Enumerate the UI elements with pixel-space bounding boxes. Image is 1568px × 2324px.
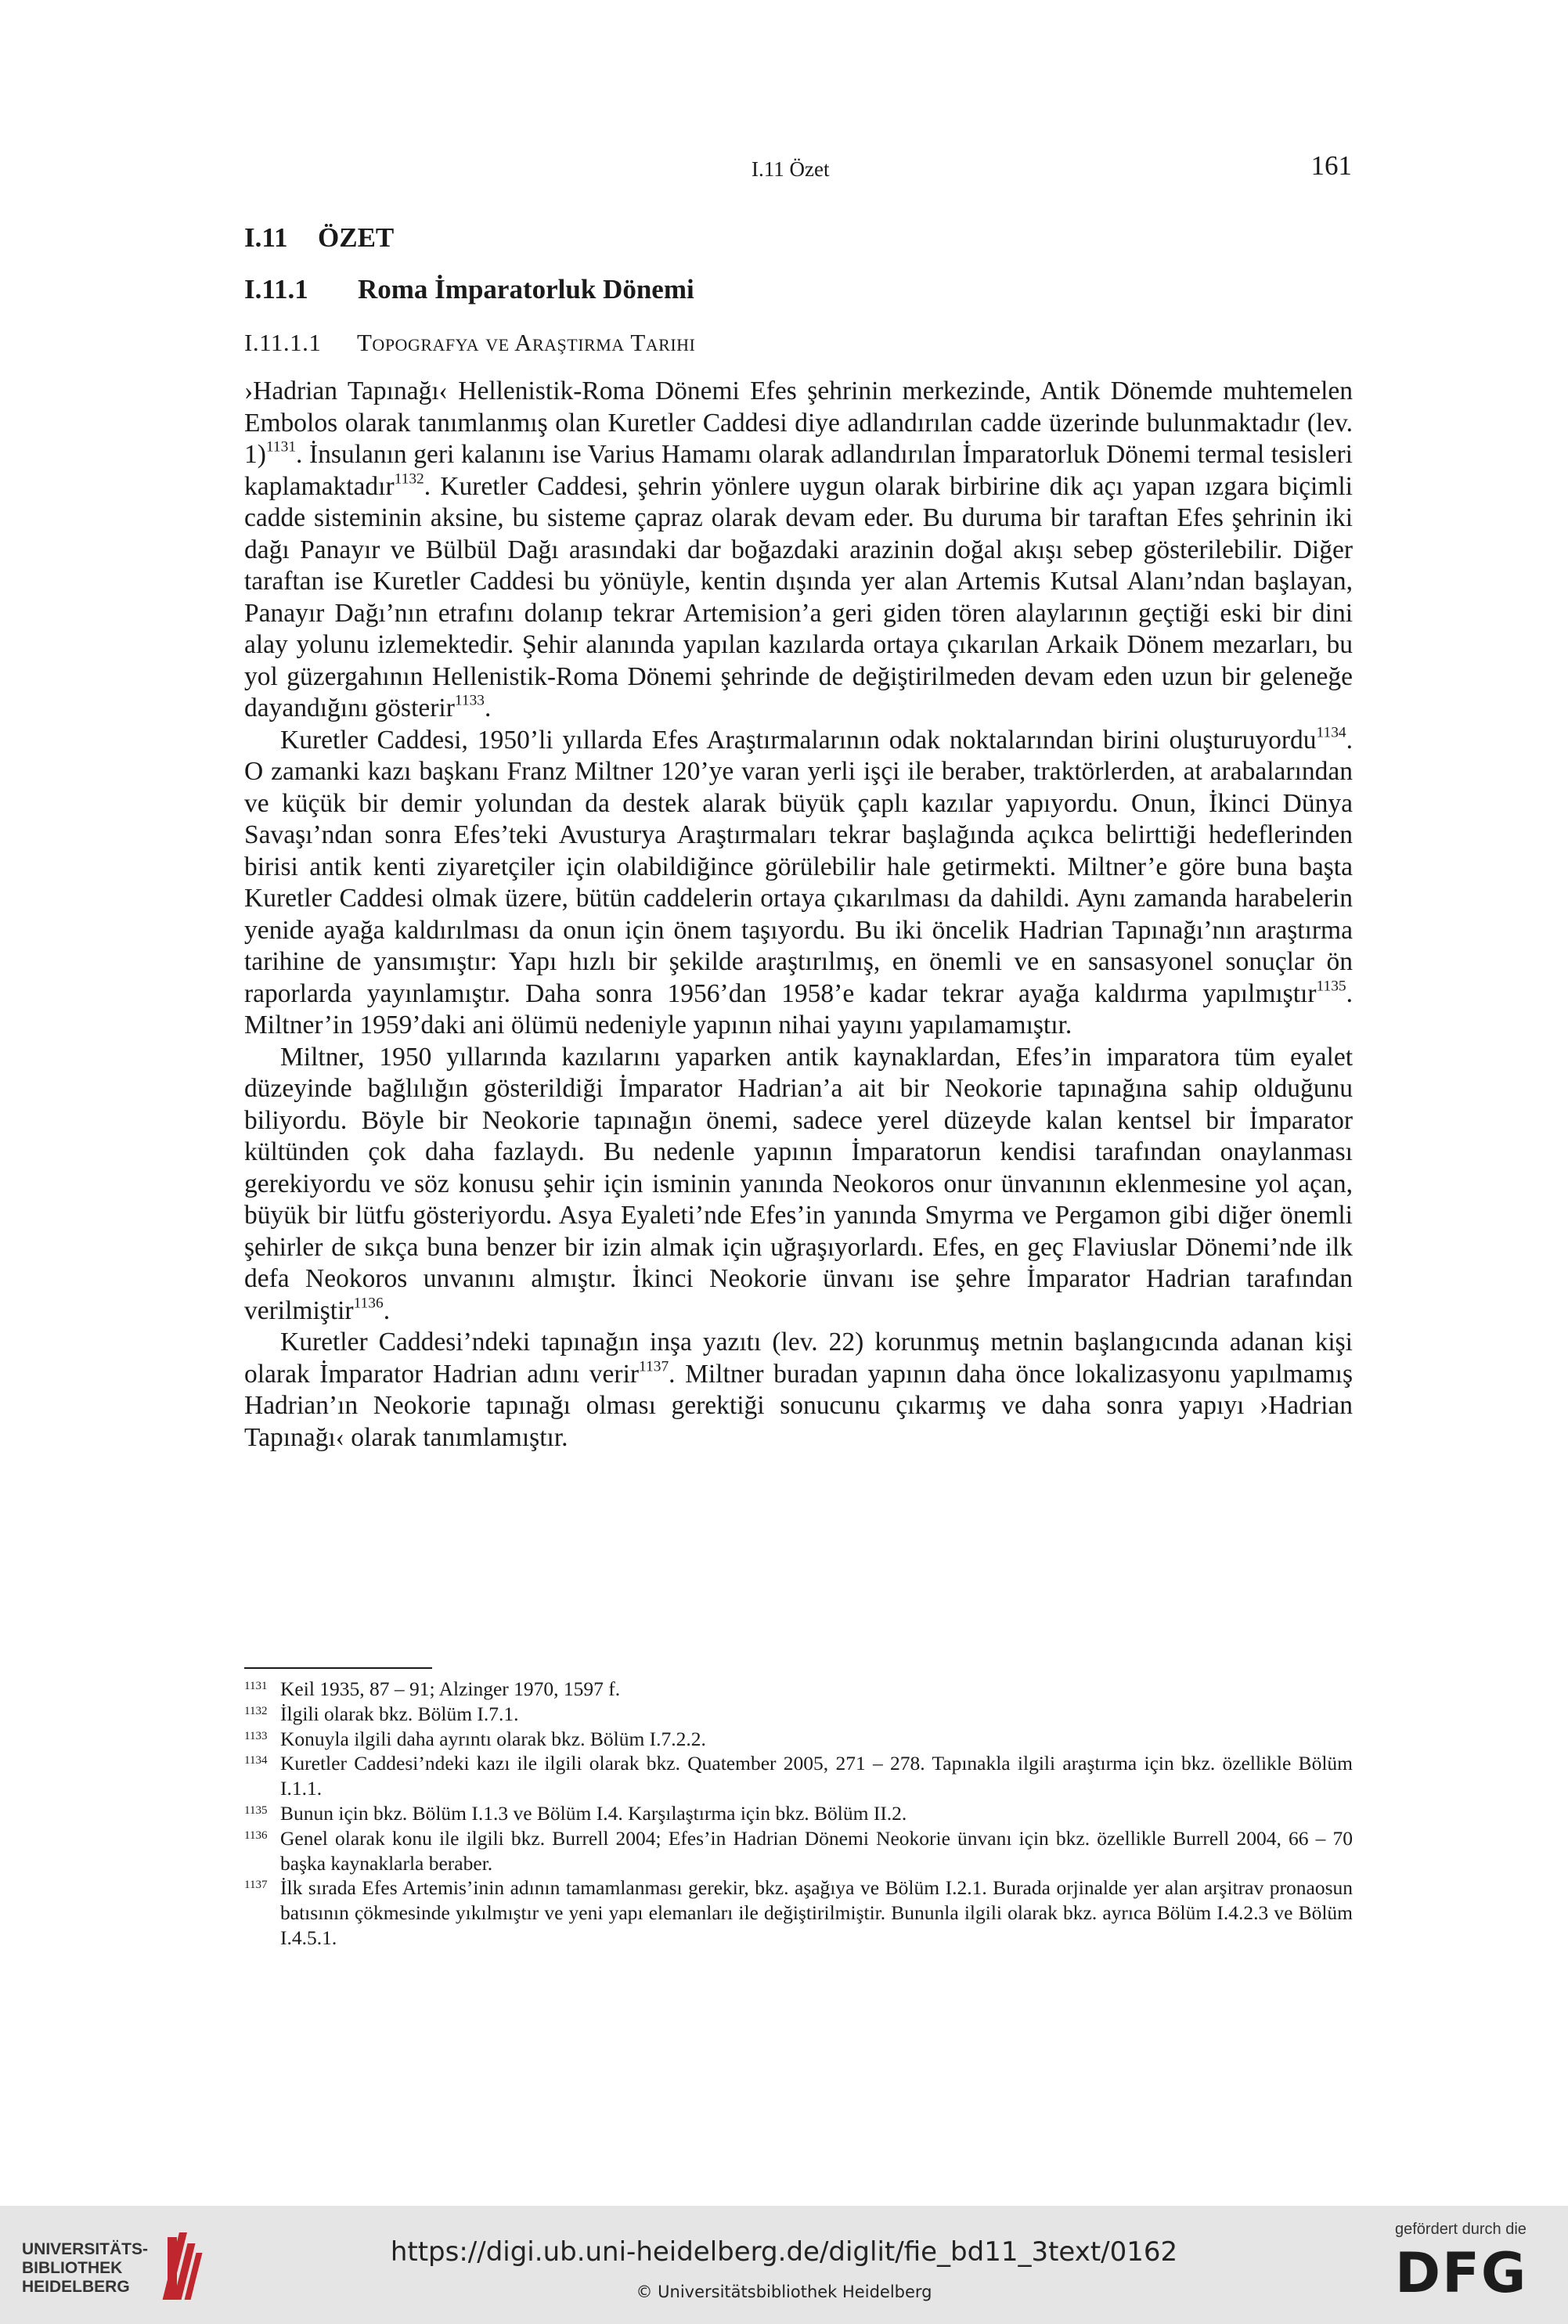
paragraph-text: . xyxy=(485,694,492,722)
footnote-text: İlgili olarak bkz. Bölüm I.7.1. xyxy=(280,1702,519,1725)
subsection-heading xyxy=(244,327,695,359)
footnote-text: Genel olarak konu ile ilgili bkz. Burrell 2004; Efes’in Hadrian Dönemi Neokorie ünvanı için bkz. özellikle Burrell 2004, 66 – 70 başka kaynaklarla beraber. xyxy=(280,1826,1353,1875)
chapter-number: I.11 xyxy=(244,222,288,253)
footnote-text: Keil 1935, 87 – 91; Alzinger 1970, 1597 f. xyxy=(280,1677,621,1700)
paragraph-text: Kuretler Caddesi’ndeki tapınağın inşa yazıtı (lev. 22) korunmuş metnin başlangıcında adanan kişi olarak İmparator Hadrian adını verir xyxy=(244,1328,1353,1389)
footnote-text: Kuretler Caddesi’ndeki kazı ile ilgili olarak bkz. Quatember 2005, 271 – 278. Tapınakla ilgili araştırma için bkz. özellikle Bölüm I.1.1. xyxy=(280,1752,1353,1800)
footnote-number: 1133 xyxy=(244,1729,268,1742)
library-name-line: BIBLIOTHEK xyxy=(22,2259,123,2277)
paragraph-text: Miltner, 1950 yıllarında kazılarını yaparken antik kaynaklardan, Efes’in imparatora tüm eyalet düzeyinde bağlılığın gösterildiği İmparator Hadrian’a ait bir Neokorie tapınağına sahip olduğunu biliyordu. Böyle bir Neokorie tapınağın önemi, sadece yerel düzeyde kalan kentsel bir İmparator kültünden çok daha fazlaydı. Bu nedenle yapının İmparatorun kendisi tarafından onaylanması gerekiyordu ve söz konusu şehir için isminin yanında Neokoros onur ünvanının eklenmesine yol açan, büyük bir lütfu gösteriyordu. Asya Eyaleti’nde Efes’in yanında Smyrma ve Pergamon gibi diğer önemli şehirler de sıkça buna benzer bir izin almak için uğraşıyorlardı. Efes, en geç Flaviuslar Dönemi’nde ilk defa Neokoros unvanını almıştır. İkinci Neokorie ünvanı ise şehre İmparator Hadrian tarafından verilmiştir xyxy=(244,1042,1353,1325)
footnotes xyxy=(244,1677,1353,1951)
footnote-number: 1131 xyxy=(244,1680,268,1692)
section-title: Roma İmparatorluk Dönemi xyxy=(358,274,694,304)
permalink-url[interactable]: https://digi.ub.uni-heidelberg.de/diglit/fie_bd11_3text/0162 xyxy=(390,2236,1178,2268)
footnote-number: 1136 xyxy=(244,1829,268,1842)
copyright-notice: © Universitätsbibliothek Heidelberg xyxy=(636,2283,932,2301)
paragraph-text: Kuretler Caddesi, 1950’li yıllarda Efes Araştırmalarının odak noktalarından birini oluşturuyordu xyxy=(280,725,1317,755)
footnote-reference[interactable]: 1132 xyxy=(394,470,424,487)
chapter-heading xyxy=(244,221,394,255)
footnote-separator xyxy=(244,1667,432,1669)
body-paragraph xyxy=(244,725,1353,1042)
body-paragraph xyxy=(244,376,1353,725)
digitization-footer xyxy=(0,2206,1568,2324)
footnote xyxy=(244,1702,1353,1727)
footnote-reference[interactable]: 1137 xyxy=(639,1357,669,1375)
footnote-number: 1137 xyxy=(244,1879,268,1892)
body-paragraph xyxy=(244,1042,1353,1328)
library-name-line: HEIDELBERG xyxy=(22,2278,130,2296)
paragraph-text: . Kuretler Caddesi, şehrin yönlere uygun olarak birbirine dik açı yapan ızgara biçimli cadde sisteminin aksine, bu sisteme çapraz olarak devam eder. Bu duruma bir taraftan Efes şehrinin iki dağı Panayır ve Bülbül Dağı arasındaki dar boğazdaki arazinin doğal akışı sebep gösterilebilir. Diğer taraftan ise Kuretler Caddesi bu yönüyle, kentin dışında yer alan Artemis Kutsal Alanı’ndan başlayan, Panayır Dağı’nın etrafını dolanıp tekrar Artemision’a geri giden tören alaylarının geçtiği eski bir dini alay yolunu izlemektedir. Şehir alanında yapılan kazılarda ortaya çıkarılan Arkaik Dönem mezarları, bu yol güzergahının Hellenistik-Roma Dönemi şehrinde de değiştirilmeden devam eden uzun bir geleneğe dayandığını gösterir xyxy=(244,471,1353,722)
section-heading xyxy=(244,272,694,307)
paragraph-text: . İnsulanın geri kalanını ise Varius Hamamı olarak adlandırılan İmparatorluk Dönemi termal tesisleri kaplamaktadır xyxy=(244,440,1353,501)
funding-label: gefördert durch die xyxy=(1395,2221,1527,2238)
paragraph-text: ›Hadrian Tapınağı‹ Hellenistik-Roma Dönemi Efes şehrinin merkezinde, Antik Dönemde muhtemelen Embolos olarak tanımlanmış olan Kuretler Caddesi diye adlandırılan cadde üzerinde bulunmaktadır (lev. 1) xyxy=(244,377,1353,469)
footnote xyxy=(244,1801,1353,1826)
running-title: I.11 Özet xyxy=(752,157,830,181)
footnote xyxy=(244,1727,1353,1752)
paragraph-text: . Miltner buradan yapının daha önce lokalizasyonu yapılmamış Hadrian’ın Neokorie tapınağı olması gerektiği sonucunu çıkarmış ve daha sonra yapıyı ›Hadrian Tapınağı‹ olarak tanımlamıştır. xyxy=(244,1359,1353,1452)
footnote-reference[interactable]: 1133 xyxy=(454,692,485,709)
footnote xyxy=(244,1677,1353,1702)
body-paragraph xyxy=(244,1327,1353,1454)
footnote xyxy=(244,1751,1353,1801)
footnote-reference[interactable]: 1135 xyxy=(1316,977,1346,994)
footnote xyxy=(244,1875,1353,1950)
dfg-logo: DFG xyxy=(1395,2241,1528,2305)
dfg-funding[interactable] xyxy=(1395,2220,1552,2314)
paragraph-text: . O zamanki kazı başkanı Franz Miltner 120’ye varan yerli işçi ile beraber, traktörlerden, at arabalarından ve küçük bir demir yolundan da destek alarak büyük çaplı kazılar yapıyordu. Onun, İkinci Dünya Savaşı’ndan sonra Efes’teki Avusturya Araştırmaları tekrar başlağında açıkca belirttiği hedeflerinden birisi antik kenti ziyaretçiler için olabildiğince görülebilir hale getirmekti. Miltner’e göre buna başta Kuretler Caddesi olmak üzere, bütün caddelerin ortaya çıkarılması da dahildi. Aynı zamanda harabelerin yenide ayağa kaldırılması da onun için önem taşıyordu. Bu iki öncelik Hadrian Tapınağı’nın araştırma tarihine de yansımıştır: Yapı hızlı bir şekilde araştırılmış, en önemli ve en sansasyonel sonuçlar ön raporlarda yayınlamıştır. Daha sonra 1956’dan 1958’e kadar tekrar ayağa kaldırma yapılmıştır xyxy=(244,725,1353,1008)
footnote-text: Bunun için bkz. Bölüm I.1.3 ve Bölüm I.4. Karşılaştırma için bkz. Bölüm II.2. xyxy=(280,1801,907,1825)
paragraph-text: . Miltner’in 1959’daki ani ölümü nedeniyle yapının nihai yayını yapılamamıştır. xyxy=(244,978,1353,1039)
section-number: I.11.1 xyxy=(244,274,308,304)
footnote-reference[interactable]: 1134 xyxy=(1316,723,1346,740)
footnote-text: Konuyla ilgili daha ayrıntı olarak bkz. Bölüm I.7.2.2. xyxy=(280,1727,706,1750)
chapter-title: ÖZET xyxy=(318,222,395,253)
footnote-number: 1134 xyxy=(244,1754,268,1767)
footnote-reference[interactable]: 1131 xyxy=(265,438,297,456)
paragraph-text: . xyxy=(383,1295,391,1325)
footnote-number: 1132 xyxy=(244,1704,268,1717)
body-text xyxy=(244,376,1353,1454)
subsection-title: Topografya ve Araştırma Tarihi xyxy=(357,329,696,356)
running-head xyxy=(0,150,1568,185)
footnote-reference[interactable]: 1136 xyxy=(353,1294,384,1311)
footnote-text: İlk sırada Efes Artemis’inin adının tamamlanması gerekir, bkz. aşağıya ve Bölüm I.2.1. Burada orjinalde yer alan arşitrav pronaosun batısının çökmesinde yıkılmıştır ve yeni yapı elemanları ile değiştirilmiştir. Bununla ilgili olarak bkz. ayrıca Bölüm I.4.2.3 ve Bölüm I.4.5.1. xyxy=(280,1876,1353,1949)
footnote xyxy=(244,1826,1353,1876)
subsection-number: I.11.1.1 xyxy=(244,329,322,356)
page-number: 161 xyxy=(1310,150,1352,181)
footnote-number: 1135 xyxy=(244,1803,268,1817)
library-name-line: UNIVERSITÄTS- xyxy=(22,2240,149,2258)
